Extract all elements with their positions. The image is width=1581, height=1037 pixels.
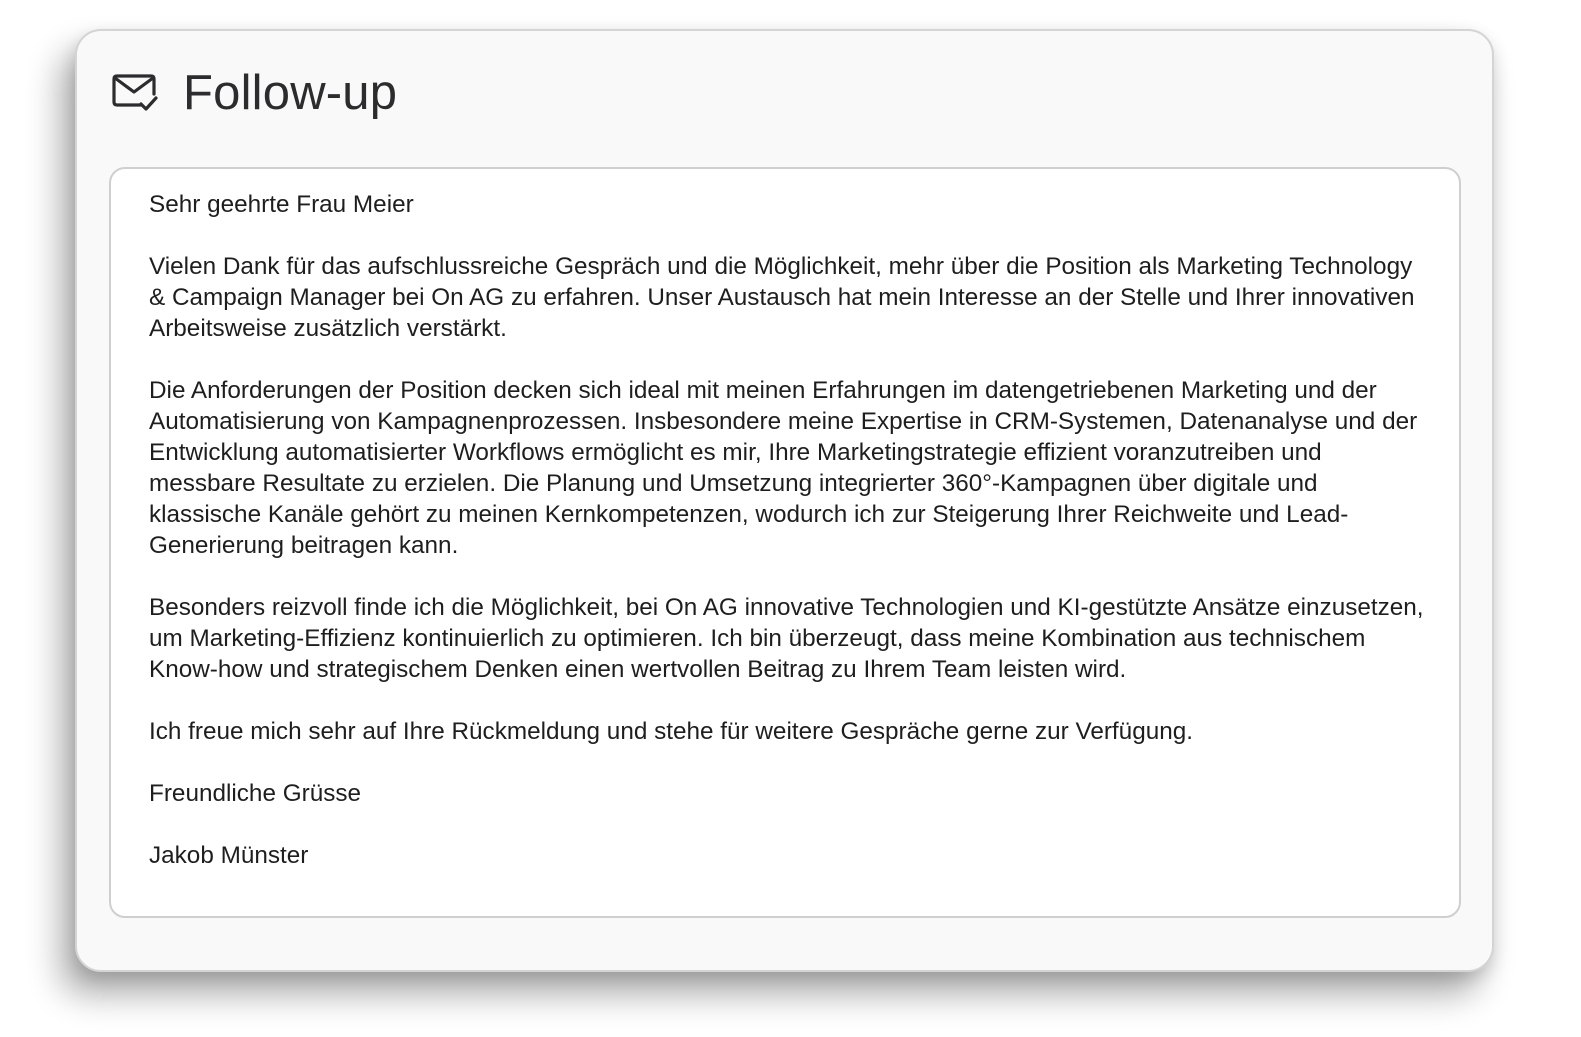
letter-paragraph: Besonders reizvoll finde ich die Möglichkeit, bei On AG innovative Technologien und KI-gestützte Ansätze einzusetzen, um Marketing-Effizienz kontinuierlich zu optimieren. Ich bin überzeugt, dass meine Kombination aus technischem Know-how und strategischem Denken einen wertvollen Beitrag zu Ihrem Team leisten wird. (149, 594, 1424, 683)
card-title: Follow-up (183, 65, 398, 120)
letter-text-area[interactable] (109, 167, 1461, 918)
letter-paragraph: Die Anforderungen der Position decken sich ideal mit meinen Erfahrungen im datengetriebenen Marketing und der Automatisierung von Kampagnenprozessen. Insbesondere meine Expertise in CRM-Systemen, Datenanalyse und der Entwicklung automatisierter Workflows ermöglicht es mir, Ihre Marketingstrategie effizient voranzutreiben und messbare Resultate zu erzielen. Die Planung und Umsetzung integrierter 360°-Kampagnen über digitale und klassische Kanäle gehört zu meinen Kernkompetenzen, wodurch ich zur Steigerung Ihrer Reichweite und Lead-Generierung beitragen kann. (149, 377, 1418, 559)
letter-signature: Jakob Münster (149, 842, 309, 869)
card-header (111, 61, 397, 125)
mail-check-icon (111, 72, 159, 114)
letter-closing: Freundliche Grüsse (149, 780, 362, 807)
follow-up-card (75, 29, 1494, 972)
letter-paragraph: Vielen Dank für das aufschlussreiche Gespräch und die Möglichkeit, mehr über die Position als Marketing Technology & Campaign Manager bei On AG zu erfahren. Unser Austausch hat mein Interesse an der Stelle und Ihrer innovativen Arbeitsweise zusätzlich verstärkt. (149, 253, 1415, 342)
letter-paragraph: Ich freue mich sehr auf Ihre Rückmeldung und stehe für weitere Gespräche gerne zur Verfügung. (149, 718, 1193, 745)
letter-salutation: Sehr geehrte Frau Meier (149, 191, 414, 218)
